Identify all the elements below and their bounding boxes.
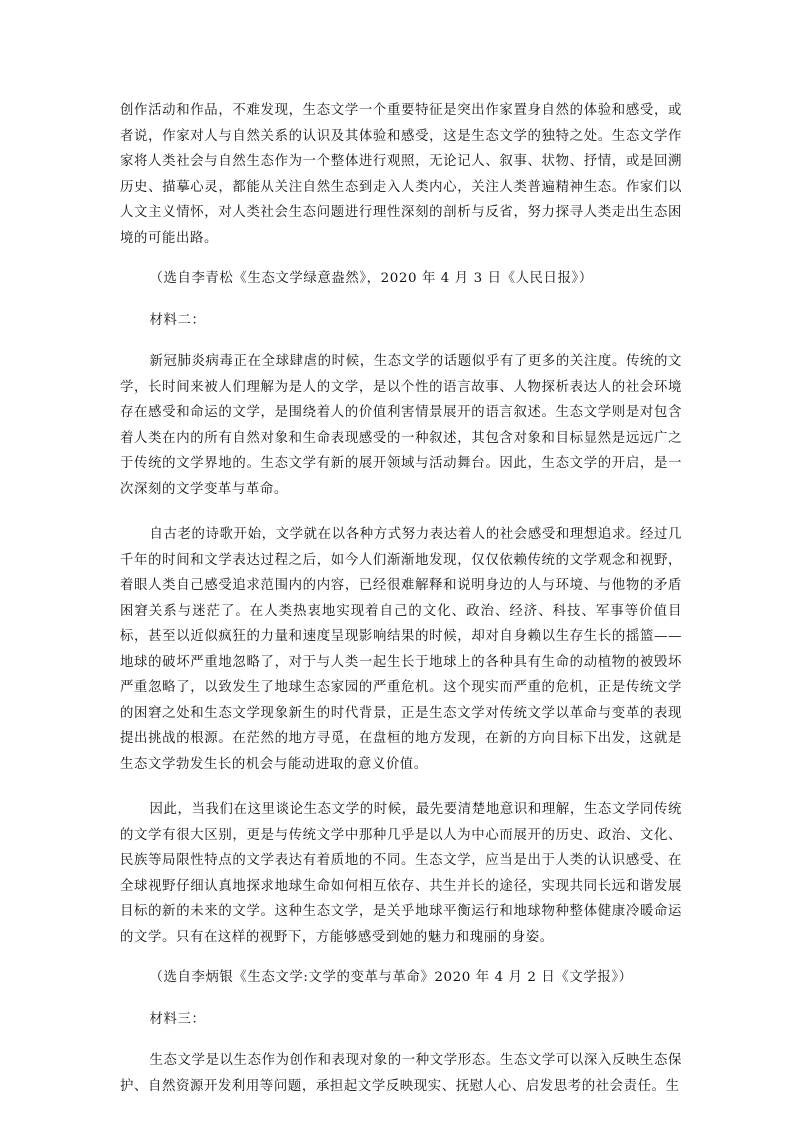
body-paragraph: 新冠肺炎病毒正在全球肆虐的时候，生态文学的话题似乎有了更多的关注度。传统的文学，长时间来被人们理解为是人的文学，是以个性的语言故事、人物探析表达人的社会环境存在感受和命运的文学，是围绕着人的价值利害情景展开的语言叙述。生态文学则是对包含着人类在内的所有自然对象和生命表现感受的一种叙述，其包含对象和目标显然是远远广之于传统的文学界地的。生态文学有新的展开领域与活动舞台。因此，生态文学的开启，是一次深刻的文学变革与革命。 — [120, 354, 682, 497]
source-citation: （选自李青松《生态文学绿意盎然》，2020 年 4 月 3 日《人民日报》） — [149, 271, 593, 286]
body-paragraph: 自古老的诗歌开始，文学就在以各种方式努力表达着人的社会感受和理想追求。经过几千年的时间和文学表达过程之后，如今人们渐渐地发现，仅仅依赖传统的文学观念和视野，着眼人类自己感受追求范围内的内容，已经很难解释和说明身边的人与环境、与他物的矛盾困窘关系与迷茫了。在人类热衷地实现着自己的文化、政治、经济、科技、军事等价值目标，甚至以近似疯狂的力量和速度呈现影响结果的时候，却对自身赖以生存生长的摇篮——地球的破坏严重地忽略了，对于与人类一起生长于地球上的各种具有生命的动植物的被毁坏严重忽略了，以致发生了地球生态家园的严重危机。这个现实而严重的危机，正是传统文学的困窘之处和生态文学现象新生的时代背景，正是生态文学对传统文学以革命与变革的表现提出挑战的根源。在茫然的地方寻觅，在盘桓的地方发现，在新的方向目标下出发，这就是生态文学勃发生长的机会与能动进取的意义价值。 — [120, 527, 682, 772]
section-heading: 材料三： — [149, 1011, 206, 1027]
source-citation: （选自李炳银《生态文学:文学的变革与革命》2020 年 4 月 2 日《文学报》） — [149, 970, 633, 985]
section-heading: 材料二： — [149, 312, 206, 328]
body-paragraph: 生态文学是以生态作为创作和表现对象的一种文学形态。生态文学可以深入反映生态保护、自然资源开发利用等问题，承担起文学反映现实、抚慰人心、启发思考的社会责任。生 — [120, 1053, 682, 1094]
body-paragraph: 创作活动和作品，不难发现，生态文学一个重要特征是突出作家置身自然的体验和感受，或者说，作家对人与自然关系的认识及其体验和感受，这是生态文学的独特之处。生态文学作家将人类社会与自然生态作为一个整体进行观照，无论记人、叙事、状物、抒情，或是回溯历史、描摹心灵，都能从关注自然生态到走入人类内心，关注人类普遍精神生态。作家们以人文主义情怀，对人类社会生态问题进行理性深刻的剖析与反省，努力探寻人类走出生态困境的可能出路。 — [120, 103, 682, 246]
article-body — [120, 98, 682, 1099]
body-paragraph: 因此，当我们在这里谈论生态文学的时候，最先要清楚地意识和理解，生态文学同传统的文学有很大区别，更是与传统文学中那种几乎是以人为中心而展开的历史、政治、文化、民族等局限性特点的文学表达有着质地的不同。生态文学，应当是出于人类的认识感受、在全球视野仔细认真地探求地球生命如何相互依存、共生并长的途径，实现共同长远和谐发展目标的新的未来的文学。这种生态文学，是关乎地球平衡运行和地球物种整体健康冷暖命运的文学。只有在这样的视野下，方能够感受到她的魅力和瑰丽的身姿。 — [120, 802, 682, 945]
